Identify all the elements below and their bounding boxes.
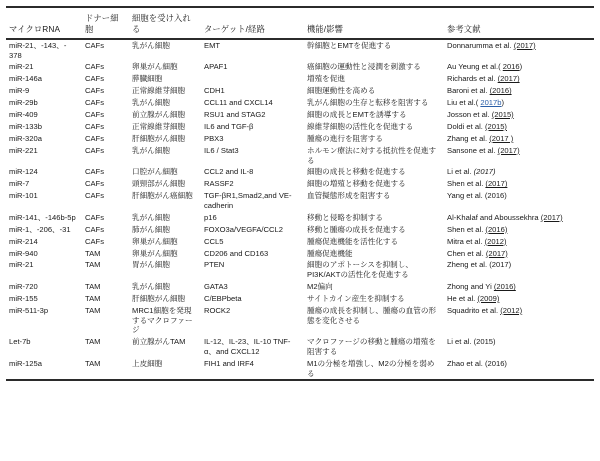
cell-recipient: 乳がん細胞: [132, 98, 170, 108]
cell-reference: [444, 259, 594, 281]
cell-function: M1の分極を増強し、M2の分極を弱める: [307, 358, 435, 378]
table-head: [6, 8, 594, 38]
cell-target: PTEN: [204, 260, 225, 270]
cell-target: IL6 / Stat3: [204, 145, 239, 155]
cell-recipient: 頭頸部がん細胞: [132, 179, 186, 189]
cell-reference: [444, 236, 594, 248]
cell-target: CDH1: [204, 86, 225, 96]
cell-function: 腫瘍の成長を抑制し、腫瘍の血管の形態を変化させる: [307, 305, 437, 325]
cell-mirna: miR‐214: [9, 236, 38, 246]
cell-function: 癌細胞の運動性と浸潤を刺激する: [307, 62, 421, 72]
table-body: [6, 40, 594, 380]
table-row: [6, 61, 594, 73]
cell-mirna: miR‐21: [9, 62, 34, 72]
cell-target: C/EBPbeta: [204, 294, 242, 303]
cell-reference: [444, 247, 594, 259]
table-row: [6, 73, 594, 85]
cell-reference: [444, 293, 594, 305]
cell-function: 幹細胞とEMTを促進する: [307, 40, 392, 50]
cell-mirna: miR‐9: [9, 86, 30, 96]
table-row: [6, 85, 594, 97]
cell-function: 細胞運動性を高める: [307, 86, 376, 96]
reference-year-link[interactable]: (2017): [497, 74, 520, 84]
reference-year-link[interactable]: (2017): [485, 179, 508, 189]
cell-reference: [444, 305, 594, 336]
reference-year-link[interactable]: (2017): [485, 248, 508, 258]
cell-recipient: 卵巣がん細胞: [132, 62, 178, 72]
reference-year-link[interactable]: (2015): [485, 121, 507, 131]
cell-donor: TAM: [85, 337, 101, 347]
cell-recipient: 肝細胞がん細胞: [132, 294, 186, 303]
reference-author: Zhong and Yi: [447, 282, 494, 292]
cell-mirna: miR‐155: [9, 294, 38, 303]
table-row: [6, 178, 594, 190]
reference-year-link[interactable]: 2016: [502, 62, 520, 72]
cell-donor: CAFs: [85, 74, 104, 84]
reference-year-link[interactable]: (2016): [493, 282, 516, 292]
reference-year-link[interactable]: (2015): [491, 110, 514, 120]
cell-donor: TAM: [85, 358, 101, 368]
table-container: [0, 6, 600, 461]
cell-target: TGF-βR1,Smad2,and VE-cadherin: [204, 191, 292, 210]
table-row: [6, 247, 594, 259]
cell-target: GATA3: [204, 282, 228, 292]
cell-mirna: miR‐7: [9, 179, 30, 189]
cell-mirna: miR‐141、‐146b‐5p: [9, 212, 76, 222]
reference-year-link[interactable]: (2017): [473, 167, 496, 177]
cell-recipient: 胃がん細胞: [132, 260, 170, 270]
cell-function: 細胞の成長と移動を促進する: [307, 167, 406, 177]
cell-donor: TAM: [85, 248, 101, 258]
table-row: [6, 305, 594, 336]
cell-function: 増殖を促進: [307, 74, 345, 84]
column-header-function-effect: 機能/影響: [307, 23, 343, 34]
reference-author: Sansone et al.: [447, 145, 498, 155]
table-row: [6, 212, 594, 224]
cell-recipient: 乳がん細胞: [132, 282, 170, 292]
cell-function: 細胞の成長とEMTを誘導する: [307, 110, 407, 120]
reference-year-link[interactable]: (2017): [540, 212, 563, 222]
cell-donor: CAFs: [85, 224, 104, 234]
cell-donor: CAFs: [85, 121, 104, 131]
cell-recipient: 肺がん細胞: [132, 224, 170, 234]
cell-reference: [444, 97, 594, 109]
reference-year-link[interactable]: (2017): [489, 260, 512, 270]
cell-target: p16: [204, 212, 217, 222]
cell-reference: [444, 85, 594, 97]
table-bottom-rule: [6, 379, 594, 381]
cell-reference: [444, 212, 594, 224]
reference-author: Liu et al.(: [447, 98, 481, 108]
cell-target: RSU1 and STAG2: [204, 110, 266, 120]
table-header-row: [6, 8, 594, 38]
cell-mirna: miR‐21: [9, 260, 34, 270]
cell-reference: [444, 224, 594, 236]
reference-year-link[interactable]: (2017 ): [489, 133, 514, 143]
column-header-mirna: マイクロRNA: [9, 23, 61, 34]
table-row: [6, 97, 594, 109]
cell-reference: [444, 166, 594, 178]
reference-year-link[interactable]: (2017): [513, 40, 536, 50]
reference-author: Zhang et al.: [447, 133, 490, 143]
cell-target: IL6 and TGF-β: [204, 121, 254, 131]
reference-author: Au Yeung et al.(: [447, 62, 503, 72]
cell-target: CCL2 and IL‐8: [204, 167, 254, 177]
cell-function: ホルモン療法に対する抵抗性を促進する: [307, 145, 437, 165]
cell-mirna: miR‐101: [9, 191, 38, 201]
reference-year-link[interactable]: (2015): [473, 337, 496, 347]
cell-mirna: miR‐409: [9, 110, 38, 120]
cell-target: CCL5: [204, 236, 224, 246]
table-row: [6, 133, 594, 145]
cell-reference: [444, 40, 594, 62]
table-row: [6, 281, 594, 293]
cell-recipient: 正常線維芽細胞: [132, 121, 186, 131]
column-header-target-pathway: ターゲット/経路: [204, 23, 265, 34]
cell-mirna: miR‐125a: [9, 358, 42, 368]
cell-function: 細胞の増殖と移動を促進する: [307, 179, 406, 189]
cell-recipient: 上皮細胞: [132, 358, 163, 368]
cell-donor: CAFs: [85, 98, 104, 108]
cell-mirna: miR‐21、‐143、‐378: [9, 40, 67, 60]
reference-author: He et al.: [447, 294, 478, 303]
cell-recipient: 乳がん細胞: [132, 145, 170, 155]
cell-function: 乳がん細胞の生存と転移を阻害する: [307, 98, 429, 108]
mirna-table: [6, 8, 594, 38]
cell-reference: [444, 145, 594, 167]
cell-mirna: miR‐29b: [9, 98, 38, 108]
reference-author: Baroni et al.: [447, 86, 490, 96]
reference-author: Chen et al.: [447, 248, 486, 258]
reference-year-link[interactable]: (2012): [500, 305, 523, 315]
cell-target: ROCK2: [204, 305, 231, 315]
table-row: [6, 109, 594, 121]
cell-function: 線維芽細胞の活性化を促進する: [307, 121, 414, 131]
cell-recipient: 乳がん細胞: [132, 40, 170, 50]
reference-author: Zhao et al.: [447, 358, 485, 368]
cell-recipient: MRC1細胞を発現するマクロファージ: [132, 305, 193, 335]
cell-mirna: miR‐511‐3p: [9, 305, 49, 315]
cell-function: サイトカイン産生を抑制する: [307, 294, 405, 303]
reference-author: Al-Khalaf and Aboussekhra: [447, 212, 541, 222]
cell-function: 腫瘍促進機能を活性化する: [307, 236, 399, 246]
cell-function: 腫瘍促進機能: [307, 248, 353, 258]
mirna-table-body: [6, 40, 594, 380]
cell-recipient: 肝細胞がん細胞: [132, 133, 186, 143]
table-row: [6, 166, 594, 178]
table-row: [6, 40, 594, 62]
cell-function: M2偏向: [307, 282, 333, 292]
cell-function: 移動と腫瘍の成長を促進する: [307, 224, 406, 234]
cell-recipient: 乳がん細胞: [132, 212, 170, 222]
cell-mirna: miR‐320a: [9, 133, 42, 143]
cell-target: RASSF2: [204, 179, 234, 189]
cell-mirna: miR‐124: [9, 167, 38, 177]
column-header-reference: 参考文献: [447, 23, 481, 34]
cell-donor: TAM: [85, 294, 101, 303]
cell-recipient: 前立腺がん細胞: [132, 110, 186, 120]
cell-reference: [444, 178, 594, 190]
cell-reference: [444, 133, 594, 145]
reference-year-link[interactable]: (2016): [484, 191, 507, 201]
table-row: [6, 224, 594, 236]
cell-donor: CAFs: [85, 62, 104, 72]
table-row: [6, 358, 594, 380]
cell-target: APAF1: [204, 62, 228, 72]
reference-year-link[interactable]: (2009): [477, 294, 500, 303]
cell-donor: CAFs: [85, 40, 104, 50]
cell-target: [201, 73, 304, 85]
cell-mirna: miR‐720: [9, 282, 38, 292]
table-row: [6, 190, 594, 212]
cell-reference: [444, 336, 594, 358]
cell-target: CCL11 and CXCL14: [204, 98, 273, 108]
reference-author: Zheng et al.: [447, 260, 490, 270]
cell-recipient: 正常線維芽細胞: [132, 86, 186, 96]
cell-mirna: miR‐1、‐206、‐31: [9, 224, 71, 234]
cell-function: 移動と侵略を抑制する: [307, 212, 383, 222]
table-row: [6, 293, 594, 305]
cell-donor: CAFs: [85, 191, 104, 201]
reference-author: Li et al.: [447, 337, 474, 347]
cell-donor: CAFs: [85, 167, 104, 177]
table-row: [6, 145, 594, 167]
cell-donor: CAFs: [85, 212, 104, 222]
reference-author: Mitra et al.: [447, 236, 485, 246]
cell-function: 細胞のアポトーシスを抑制し、PI3K/AKTの活性化を促進する: [307, 260, 413, 280]
cell-target: CD206 and CD163: [204, 248, 269, 258]
cell-donor: CAFs: [85, 86, 104, 96]
cell-target: FIH1 and IRF4: [204, 358, 254, 368]
reference-suffix: ): [519, 62, 523, 72]
cell-donor: CAFs: [85, 236, 104, 246]
cell-function: 血管擬態形成を阻害する: [307, 191, 391, 201]
reference-suffix: ): [501, 98, 505, 108]
reference-year-link[interactable]: (2016): [485, 358, 507, 368]
table-row: [6, 121, 594, 133]
reference-author: Richards et al.: [447, 74, 498, 84]
cell-target: IL-12、IL-23、IL-10 TNF-α、and CXCL12: [204, 337, 291, 356]
column-header-recipient-cell: 細胞を受け入れる: [132, 13, 191, 34]
cell-reference: [444, 73, 594, 85]
cell-donor: TAM: [85, 305, 101, 315]
reference-year-link[interactable]: (2017): [497, 145, 520, 155]
reference-author: Li et al.: [447, 167, 474, 177]
cell-donor: CAFs: [85, 133, 104, 143]
cell-mirna: miR‐146a: [9, 74, 42, 84]
cell-reference: [444, 109, 594, 121]
reference-author: Donnarumma et al.: [447, 40, 514, 50]
reference-author: Doldi et al.: [447, 121, 485, 131]
cell-reference: [444, 121, 594, 133]
cell-reference: [444, 358, 594, 380]
reference-year-link[interactable]: (2016): [485, 224, 508, 234]
cell-donor: TAM: [85, 260, 101, 270]
cell-recipient: 肝細胞がん癌細胞: [132, 191, 193, 201]
cell-target: EMT: [204, 40, 221, 50]
table-row: [6, 236, 594, 248]
cell-mirna: miR‐221: [9, 145, 38, 155]
cell-target: FOXO3a/VEGFA/CCL2: [204, 224, 283, 234]
table-row: [6, 259, 594, 281]
reference-author: Yang et al.: [447, 191, 485, 201]
cell-donor: CAFs: [85, 110, 104, 120]
cell-reference: [444, 190, 594, 212]
cell-reference: [444, 281, 594, 293]
reference-author: Josson et al.: [447, 110, 492, 120]
cell-reference: [444, 61, 594, 73]
reference-author: Shen et al.: [447, 179, 486, 189]
cell-recipient: 卵巣がん細胞: [132, 248, 178, 258]
reference-author: Squadrito et al.: [447, 305, 501, 315]
cell-function: マクロファージの移動と腫瘍の増殖を阻害する: [307, 337, 436, 356]
reference-year-link[interactable]: (2012): [484, 236, 507, 246]
table-row: [6, 336, 594, 358]
reference-year-link[interactable]: 2017b: [480, 98, 502, 108]
reference-author: Shen et al.: [447, 224, 486, 234]
cell-recipient: 口腔がん細胞: [132, 167, 178, 177]
cell-donor: TAM: [85, 282, 101, 292]
cell-mirna: Let-7b: [9, 337, 31, 347]
cell-function: 腫瘍の進行を阻害する: [307, 133, 383, 143]
cell-mirna: miR‐133b: [9, 121, 42, 131]
reference-year-link[interactable]: (2016): [489, 86, 512, 96]
cell-mirna: miR‐940: [9, 248, 38, 258]
cell-donor: CAFs: [85, 179, 104, 189]
cell-recipient: 卵巣がん細胞: [132, 236, 178, 246]
cell-recipient: 前立腺がんTAM: [132, 337, 186, 347]
column-header-donor-cell: ドナー細胞: [85, 13, 119, 34]
cell-target: PBX3: [204, 133, 224, 143]
cell-donor: CAFs: [85, 145, 104, 155]
cell-recipient: 膵臓細胞: [132, 74, 163, 84]
